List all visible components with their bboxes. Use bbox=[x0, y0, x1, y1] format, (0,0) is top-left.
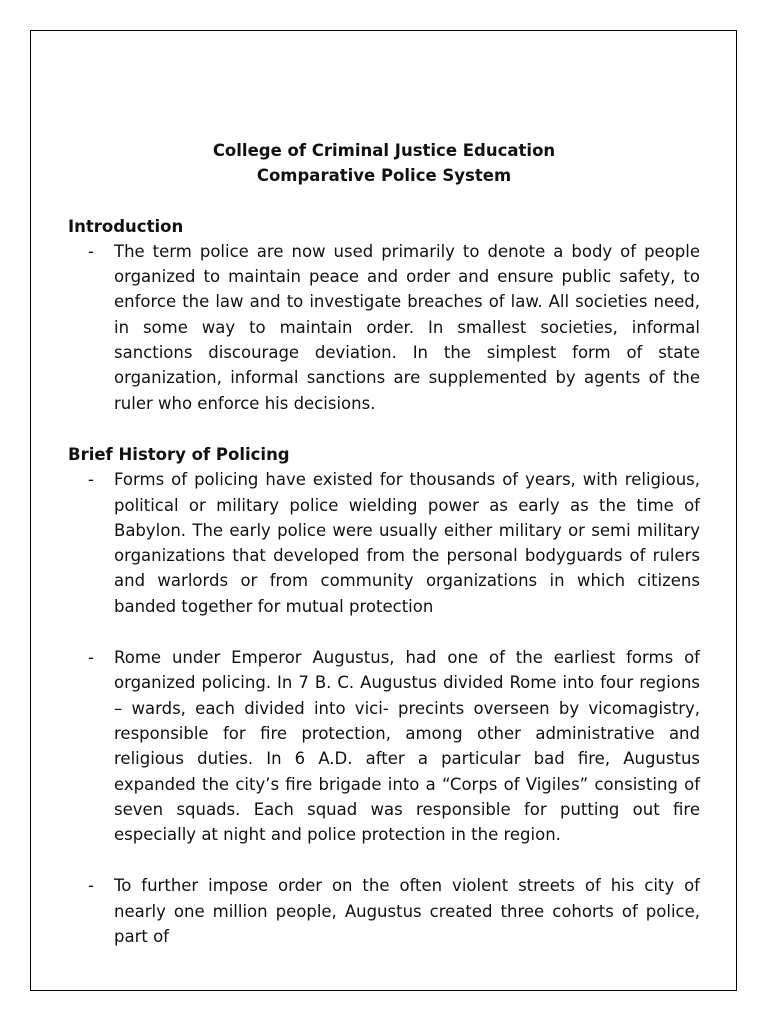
bullet-item bbox=[68, 239, 700, 416]
bullet-dash: - bbox=[88, 241, 94, 261]
bullet-dash: - bbox=[88, 470, 94, 490]
bullet-text: The term police are now used primarily to denote a body of people organized to maintain peace and order and ensure public safety, to enforce the law and to investigate breaches of law. All societies need, in some way to maintain order. In smallest societies, informal sanctions discourage deviation. In the simplest form of state organization, informal sanctions are supplemented by agents of the ruler who enforce his decisions. bbox=[114, 241, 700, 413]
bullet-dash: - bbox=[88, 876, 94, 896]
document-body bbox=[68, 138, 700, 975]
bullet-text: Forms of policing have existed for thousands of years, with religious, political or military police wielding power as early as the time of Babylon. The early police were usually either military or semi military organizations that developed from the personal bodyguards of rulers and warlords or from community organizations in which citizens banded together for mutual protection bbox=[114, 470, 700, 616]
page-frame bbox=[30, 30, 737, 991]
bullet-item bbox=[68, 873, 700, 949]
section-heading: Introduction bbox=[68, 216, 184, 236]
section-heading: Brief History of Policing bbox=[68, 444, 290, 464]
bullet-item bbox=[68, 645, 700, 847]
bullet-item bbox=[68, 467, 700, 619]
course-title: Comparative Police System bbox=[256, 166, 512, 186]
section-introduction bbox=[68, 214, 700, 416]
document-title bbox=[68, 138, 700, 189]
section-brief-history bbox=[68, 442, 700, 949]
college-title: College of Criminal Justice Education bbox=[212, 141, 556, 160]
bullet-dash: - bbox=[88, 648, 94, 668]
bullet-text: To further impose order on the often violent streets of his city of nearly one million people, Augustus created three cohorts of police, part of bbox=[114, 876, 700, 947]
bullet-text: Rome under Emperor Augustus, had one of the earliest forms of organized policing. In 7 B. C. Augustus divided Rome into four regions – wards, each divided into vici- precints overseen by vicomagistry, responsible for fire protection, among other administrative and religious duties. In 6 A.D. after a particular bad fire, Augustus expanded the city’s fire brigade into a “Corps of Vigiles” consisting of seven squads. Each squad was responsible for putting out fire especially at night and police protection in the region. bbox=[114, 648, 700, 845]
